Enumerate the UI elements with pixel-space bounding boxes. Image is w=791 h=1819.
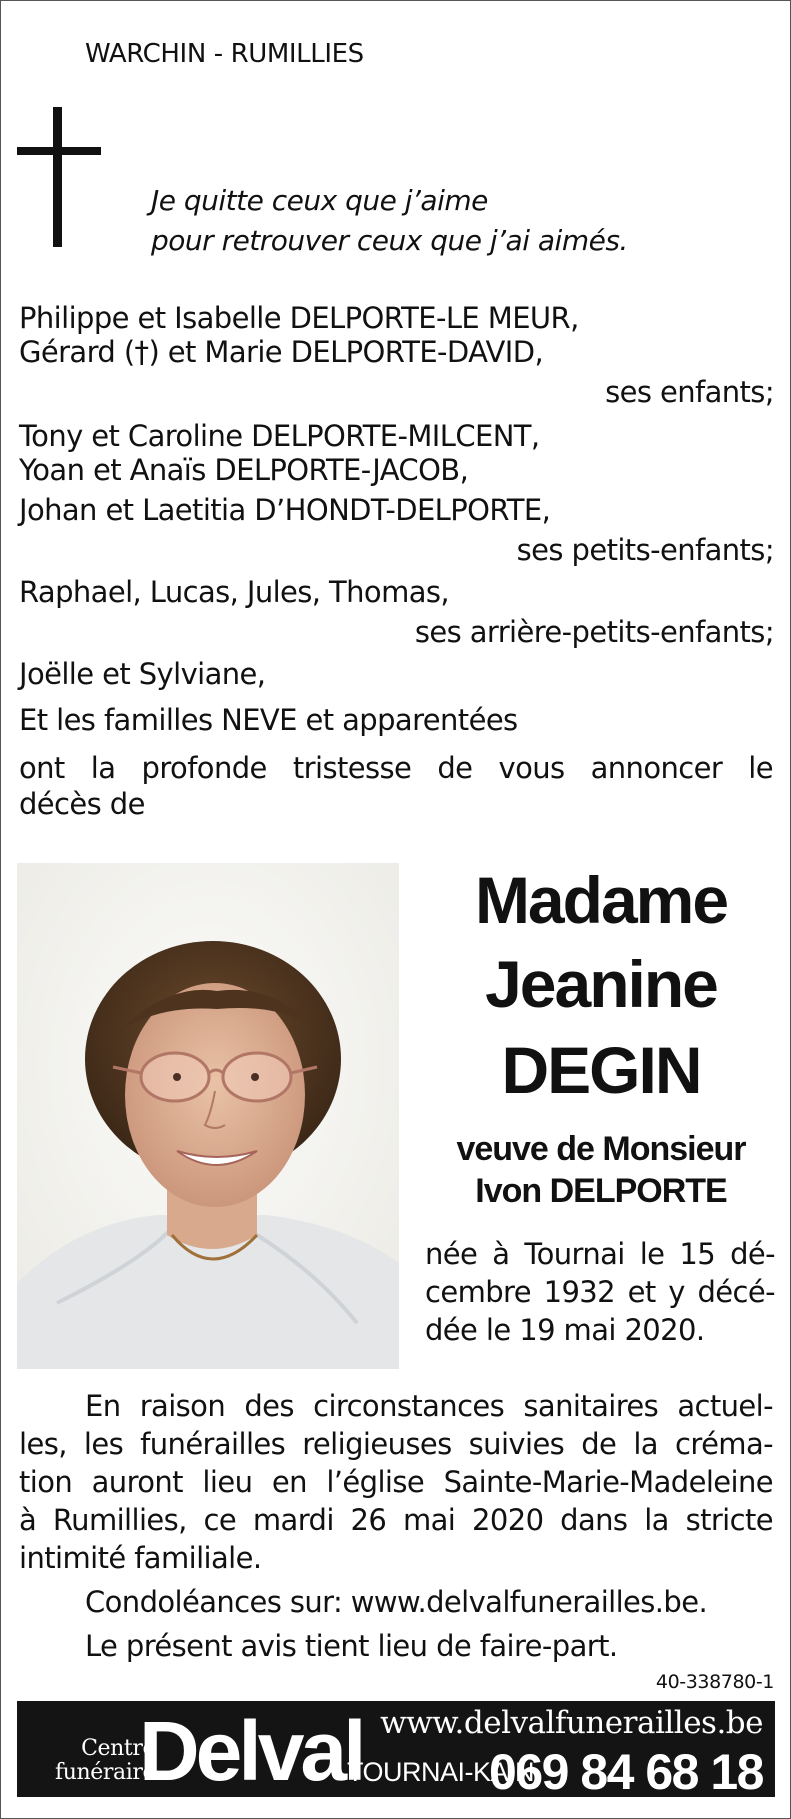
funeral-line-1: En raison des circonstances sanitaires actuel- <box>85 1389 773 1423</box>
family-grandchild-3: Johan et Laetitia D’HONDT-DELPORTE, <box>19 493 551 527</box>
funeral-line-2: les, les funérailles religieuses suivies de la créma- <box>19 1427 773 1461</box>
centre-word: Centre <box>81 1736 156 1761</box>
announcement-line-2: décès de <box>19 787 145 821</box>
funeral-home-logo: Delval <box>139 1704 363 1798</box>
quote-line-1: Je quitte ceux que j’aime <box>151 184 488 217</box>
deceased-last-name: DEGIN <box>501 1033 701 1107</box>
family-other-1: Joëlle et Sylviane, <box>19 657 266 691</box>
funeral-line-5: intimité familiale. <box>19 1541 262 1575</box>
widow-line-2: Ivon DELPORTE <box>475 1172 727 1210</box>
condolences-text: Condoléances sur: www.delvalfunerailles.be. <box>85 1585 708 1619</box>
great-grandchildren-label: ses arrière-petits-enfants; <box>414 615 774 649</box>
children-label: ses enfants; <box>605 375 774 409</box>
quote-line-2: pour retrouver ceux que j’ai aimés. <box>151 224 628 257</box>
funeral-home-phone: 069 84 68 18 <box>489 1744 763 1800</box>
deceased-title: Madame <box>474 863 728 937</box>
widow-line-1: veuve de Monsieur <box>456 1130 746 1168</box>
grandchildren-label: ses petits-enfants; <box>516 533 774 567</box>
funeral-home-banner <box>17 1701 775 1800</box>
birth-death-line-3: dée le 19 mai 2020. <box>425 1313 705 1347</box>
announcement-line-1: ont la profonde tristesse de vous annoncer le <box>19 751 773 785</box>
funeral-home-city: TOURNAI-KAIN <box>347 1757 535 1787</box>
family-grandchild-1: Tony et Caroline DELPORTE-MILCENT, <box>19 419 540 453</box>
deceased-photo <box>17 863 399 1369</box>
notice-text: Le présent avis tient lieu de faire-part. <box>85 1629 618 1663</box>
family-grandchild-2: Yoan et Anaïs DELPORTE-JACOB, <box>19 453 469 487</box>
family-other-2: Et les familles NEVE et apparentées <box>19 703 518 737</box>
funeral-line-4: à Rumillies, ce mardi 26 mai 2020 dans la stricte <box>19 1503 773 1537</box>
birth-death-line-2: cembre 1932 et y décé- <box>425 1275 775 1309</box>
family-great-grandchildren: Raphael, Lucas, Jules, Thomas, <box>19 575 450 609</box>
deceased-first-name: Jeanine <box>485 947 717 1021</box>
location-header: WARCHIN - RUMILLIES <box>85 39 364 69</box>
family-child-2: Gérard (†) et Marie DELPORTE-DAVID, <box>19 335 544 369</box>
funeral-home-website: www.delvalfunerailles.be <box>380 1705 763 1741</box>
funeral-line-3: tion auront lieu en l’église Sainte-Marie-Madeleine <box>19 1465 773 1499</box>
funeraire-word: funéraire <box>55 1760 156 1785</box>
reference-number: 40-338780-1 <box>655 1671 774 1693</box>
birth-death-line-1: née à Tournai le 15 dé- <box>425 1237 775 1271</box>
family-child-1: Philippe et Isabelle DELPORTE-LE MEUR, <box>19 301 579 335</box>
